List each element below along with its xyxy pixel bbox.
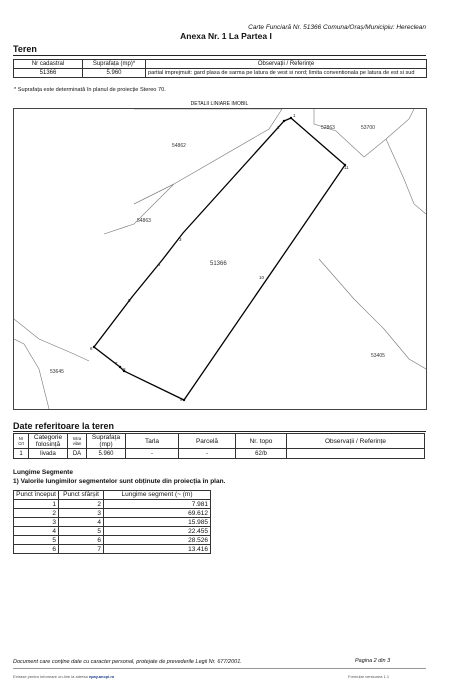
segmente-table [13,490,211,554]
neighbor-label-54862: 54862 [172,143,186,149]
seg-length: 28.526 [104,536,211,545]
neighbor-label-52863: 52863 [321,125,335,131]
point-label-4: 4 [158,262,161,267]
point-label-9: 9 [180,397,183,402]
seg-length: 7.981 [104,500,211,509]
point-label-7: 7 [115,361,118,366]
map-title: DETALII LINIARE IMOBIL [190,101,249,107]
ref-cell-topo: 62/b [236,449,287,459]
table-row [14,536,211,545]
seg-end: 4 [59,518,104,527]
page-number: Pagina 2 din 3 [355,658,391,664]
footer-extract [13,674,114,679]
neighbor-54862-outline [134,109,282,204]
neighbor-52863-outline [314,109,414,157]
ref-cell-suprafata: 5.960 [87,449,126,459]
parcel-label: 51366 [210,261,227,267]
projection-note: * Suprafața este determinată în planul de proiecție Stereo 70. [14,87,166,93]
neighbor-label-53405: 53405 [371,353,385,359]
neighbor-53645-boundary [14,339,49,409]
formular-version: Formular versiunea 1.1 [348,674,390,679]
ref-header-tarla: Tarla [126,434,179,449]
seg-length: 69.612 [104,509,211,518]
seg-length: 13.416 [104,545,211,554]
ref-cell-categorie: livada [29,449,68,459]
ref-cell-obs [287,449,425,459]
neighbor-54863-outline [104,184,174,234]
footer-privacy: Document care conține date cu caracter personal, protejate de prevederile Legii Nr. 677/2001. [13,659,242,665]
col-cadastral-header: Nr cadastral [14,60,83,69]
seg-end: 7 [59,545,104,554]
point-label-11: 11 [344,165,349,170]
cadastral-value: 51366 [14,69,83,78]
referitoare-title: Date referitoare la teren [13,421,115,431]
epay-link[interactable]: epay.ancpi.ro [88,674,115,679]
ref-header-topo: Nr. topo [236,434,287,449]
vertex-marker [290,117,292,119]
ref-header-intravilan: Intra vilan [68,434,87,449]
vertex-marker [93,346,95,348]
teren-rule [13,55,426,56]
point-label-10: 10 [259,275,265,280]
neighbor-53700-outline [386,139,426,214]
ref-cell-intravilan: DA [68,449,87,459]
suprafata-value: 5.960 [83,69,146,78]
table-row [14,545,211,554]
point-label-5: 5 [128,298,131,303]
segmente-title: Lungime Segmente [13,469,73,476]
table-row [14,527,211,536]
footer-extract-text: Extrase pentru informare on-line la adresa [13,674,88,679]
seg-length: 15.985 [104,518,211,527]
vertex-marker [119,366,121,368]
ref-header-suprafata: Suprafața (mp) [87,434,126,449]
seg-end: 6 [59,536,104,545]
point-label-1: 1 [293,113,296,118]
table-row [14,509,211,518]
vertex-marker [183,399,185,401]
seg-end: 3 [59,509,104,518]
seg-start: 3 [14,518,59,527]
referitoare-table [13,433,425,459]
neighbor-label-53700: 53700 [361,125,375,131]
table-row [14,518,211,527]
seg-header-start: Punct început [14,491,59,500]
neighbor-label-53645: 53645 [50,369,64,375]
seg-end: 5 [59,527,104,536]
seg-start: 6 [14,545,59,554]
carte-funciara-header: Carte Funciară Nr. 51366 Comuna/Oraș/Municipiu: Hereclean [248,24,426,31]
neighbor-label-54863: 54863 [137,218,151,224]
seg-start: 5 [14,536,59,545]
annex-title: Anexa Nr. 1 La Partea I [180,31,272,41]
ref-header-categorie: Categorie folosință [29,434,68,449]
seg-start: 2 [14,509,59,518]
parcel-map-svg [14,109,426,409]
teren-title: Teren [13,44,37,54]
obs-value: partial imprejmuit: gard plasa de sarma pe latura de vest si nord; limita conventionala pe latura de est si sud [146,69,427,78]
table-row [14,500,211,509]
ref-header-nr: Nr Crt [14,434,29,449]
col-suprafata-header: Suprafața (mp)* [83,60,146,69]
ref-cell-parcela: - [179,449,236,459]
parcel-51366-outline [94,118,345,400]
seg-start: 1 [14,500,59,509]
ref-header-obs: Observații / Referințe [287,434,425,449]
neighbor-53645-outline [14,319,89,361]
seg-start: 4 [14,527,59,536]
ref-header-parcela: Parcelă [179,434,236,449]
seg-header-end: Punct sfârșit [59,491,104,500]
referitoare-rule [13,431,426,432]
seg-header-length: Lungime segment (~ (m) [104,491,211,500]
point-label-8: 8 [123,367,126,372]
col-obs-header: Observații / Referințe [146,60,427,69]
segmente-subtitle: 1) Valorile lungimilor segmentelor sunt obținute din proiecția în plan. [13,478,226,485]
point-label-2: 2 [277,125,280,130]
seg-length: 22.455 [104,527,211,536]
footer-rule [13,668,426,669]
seg-end: 2 [59,500,104,509]
ref-cell-tarla: - [126,449,179,459]
point-label-3: 3 [179,237,182,242]
point-label-6: 6 [90,346,93,351]
parcel-map [13,108,427,410]
ref-cell-nr: 1 [14,449,29,459]
vertex-marker [283,120,285,122]
teren-table [13,59,427,78]
